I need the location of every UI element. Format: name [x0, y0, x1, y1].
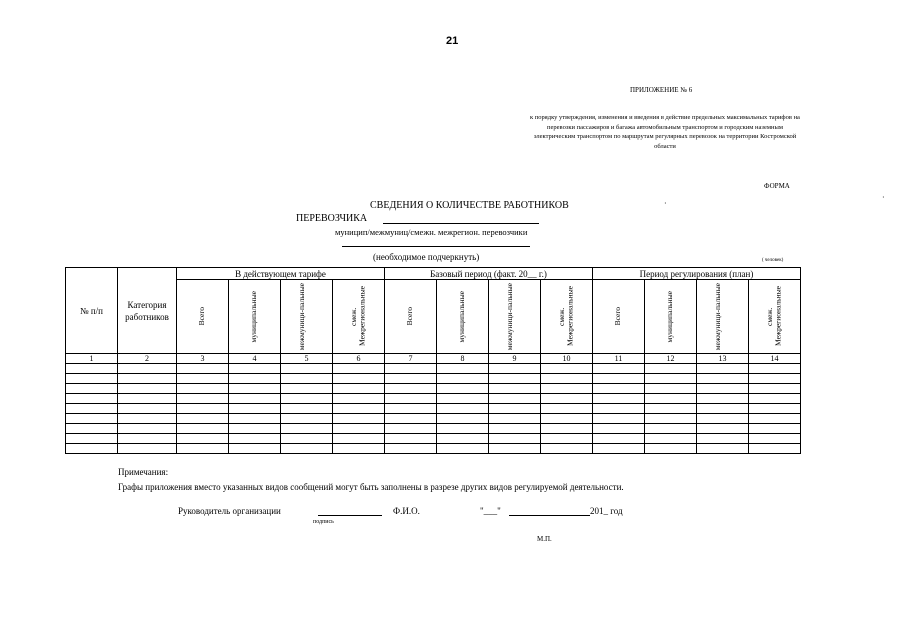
table-row — [66, 414, 801, 424]
column-number: 4 — [229, 354, 281, 364]
column-number: 5 — [281, 354, 333, 364]
column-number: 7 — [385, 354, 437, 364]
subcol-interregional: смеж. Межрегиональные — [749, 280, 801, 354]
date-month-line — [509, 515, 590, 516]
signature-line — [318, 515, 382, 516]
subcol-total: Всего — [177, 280, 229, 354]
subcol-interregional: смеж. Межрегиональные — [541, 280, 593, 354]
subcol-intermunicipal: межмуници-пальные — [489, 280, 541, 354]
page-number: 21 — [446, 35, 459, 47]
column-number-row — [66, 354, 801, 364]
form-label: ФОРМА — [764, 182, 790, 190]
scan-speck: · — [664, 199, 667, 208]
head-of-organization-label: Руководитель организации — [178, 506, 281, 516]
group-regulation-period: Период регулирования (план) — [593, 268, 801, 280]
header-num: № п/п — [66, 268, 118, 354]
subcol-total: Всего — [593, 280, 645, 354]
table-row — [66, 364, 801, 374]
subcol-total: Всего — [385, 280, 437, 354]
stamp-place: М.П. — [537, 535, 552, 543]
workers-table — [65, 267, 801, 454]
document-title: СВЕДЕНИЯ О КОЛИЧЕСТВЕ РАБОТНИКОВ — [370, 200, 569, 211]
group-base-period: Базовый период (факт. 20__ г.) — [385, 268, 593, 280]
table-row — [66, 384, 801, 394]
column-number: 13 — [697, 354, 749, 364]
column-number: 2 — [118, 354, 177, 364]
subcol-municipal: муниципальные — [437, 280, 489, 354]
carrier-categories: муницип/межмуниц/смежн. межрегион. перевозчики — [335, 227, 528, 237]
table-row — [66, 434, 801, 444]
subcol-intermunicipal: межмуници-пальные — [281, 280, 333, 354]
column-number: 1 — [66, 354, 118, 364]
column-number: 8 — [437, 354, 489, 364]
date-day: "___" — [480, 506, 501, 516]
notes-text: Графы приложения вместо указанных видов сообщений могут быть заполнены в разрезе других видов регулируемой деятельности. — [118, 482, 624, 492]
subcol-municipal: муниципальные — [645, 280, 697, 354]
subcol-intermunicipal: межмуници-пальные — [697, 280, 749, 354]
subcol-interregional: смеж. Межрегиональные — [333, 280, 385, 354]
underline-hint: (необходимое подчеркнуть) — [373, 252, 480, 262]
table-row — [66, 374, 801, 384]
units-fragment: ( человек) — [762, 258, 784, 263]
appendix-basis-text: к порядку утверждения, изменения и введения в действие предельных максимальных тарифов на перевозки пассажиров и багажа автомобильным транспортом и городским наземным электрическим транспортом по маршрутам регулярных перевозок на территории Костромской области — [530, 114, 800, 150]
table-row — [66, 444, 801, 454]
column-number: 10 — [541, 354, 593, 364]
underline-rule — [342, 246, 530, 247]
notes-label: Примечания: — [118, 467, 169, 477]
group-current-tariff: В действующем тарифе — [177, 268, 385, 280]
column-number: 11 — [593, 354, 645, 364]
appendix-label: ПРИЛОЖЕНИЕ № 6 — [630, 86, 693, 94]
table-row — [66, 404, 801, 414]
column-number: 12 — [645, 354, 697, 364]
scan-speck: · — [882, 193, 885, 202]
date-year: 201_ год — [590, 506, 623, 516]
table-row — [66, 424, 801, 434]
column-number: 3 — [177, 354, 229, 364]
table-row — [66, 394, 801, 404]
subcol-municipal: муниципальные — [229, 280, 281, 354]
column-number: 14 — [749, 354, 801, 364]
fio-label: Ф.И.О. — [393, 506, 420, 516]
column-number: 9 — [489, 354, 541, 364]
carrier-name-line — [383, 223, 539, 224]
signature-caption: подпись — [313, 519, 334, 525]
column-number: 6 — [333, 354, 385, 364]
header-category: Категория работников — [118, 268, 177, 354]
carrier-label: ПЕРЕВОЗЧИКА — [296, 213, 368, 224]
